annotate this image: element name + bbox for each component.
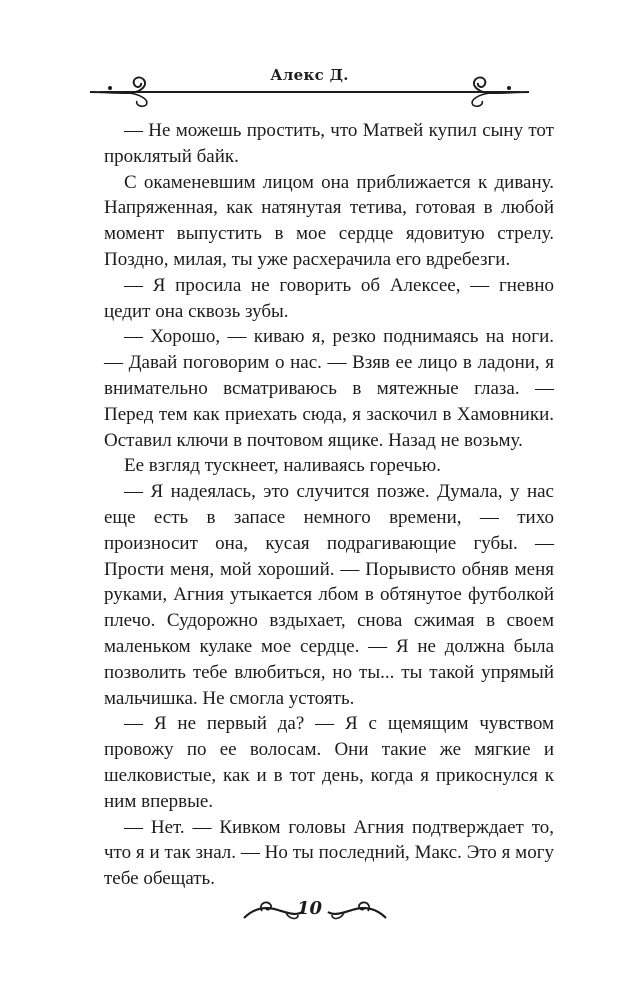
running-title: Алекс Д. (270, 66, 349, 84)
paragraph: — Я надеялась, это случится позже. Думала, у нас еще есть в запасе немного времени, — тихо произносит она, кусая подрагивающие губы. — Прости меня, мой хороший. — Порывисто обняв меня руками, Агния утыкается лбом в обтянутое футболкой плечо. Судорожно вздыхает, снова сжимая в своем маленьком кулаке мое сердце. — Я не должна была позволить тебе влюбиться, но ты... ты такой упрямый мальчишка. Не смогла устоять. (104, 481, 554, 709)
right-flourish-ornament (461, 74, 531, 108)
header-rule (100, 91, 520, 93)
page-number: 10 (296, 898, 323, 919)
running-header (0, 66, 619, 106)
paragraph: — Хорошо, — киваю я, резко поднимаясь на ноги. — Давай поговорим о нас. — Взяв ее лицо в ладони, я внимательно всматриваюсь в мятежные глаза. — Перед тем как приехать сюда, я заскочил в Хамовники. Оставил ключи в почтовом ящике. Назад не возьму. (104, 326, 554, 451)
paragraph: Ее взгляд тускнеет, наливаясь горечью. (124, 455, 441, 477)
page-footer (0, 896, 619, 930)
paragraph: С окаменевшим лицом она приближается к дивану. Напряженная, как натянутая тетива, готовая в любой момент выпустить в мое сердце ядовитую стрелу. Поздно, милая, ты уже расхерачила его вдребезги. (104, 171, 554, 270)
footer-right-flourish-ornament (326, 898, 388, 924)
paragraph: — Я просила не говорить об Алексее, — гневно цедит она сквозь зубы. (104, 274, 554, 322)
paragraph: — Я не первый да? — Я с щемящим чувством провожу по ее волосам. Они такие же мягкие и шелковистые, как и в тот день, когда я прикоснулся к ним впервые. (104, 713, 554, 812)
paragraph: — Не можешь простить, что Матвей купил сыну тот проклятый байк. (104, 120, 554, 167)
paragraph: — Нет. — Кивком головы Агния подтверждает то, что я и так знал. — Но ты последний, Макс. Это я могу тебе обещать. (104, 816, 554, 890)
left-flourish-ornament (88, 74, 158, 108)
body-text (104, 118, 554, 892)
